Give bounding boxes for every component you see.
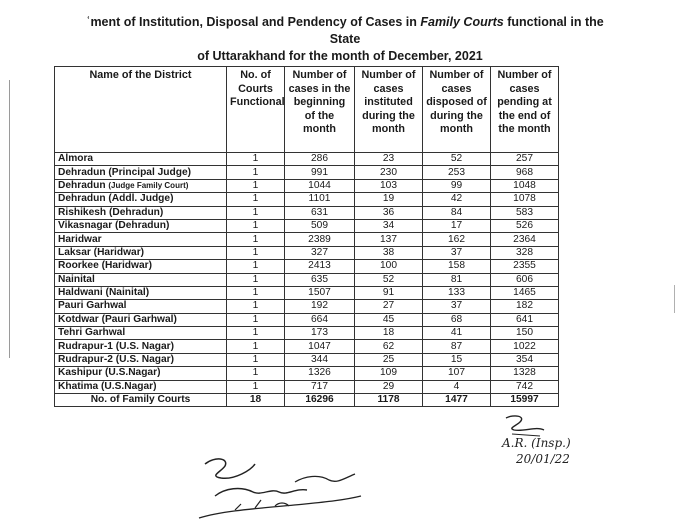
cell-pending: 1328 [491, 367, 559, 380]
district-name [55, 179, 227, 192]
cell-courts: 1 [227, 246, 285, 259]
table-row [55, 367, 559, 380]
cell-courts: 1 [227, 273, 285, 286]
table-row [55, 380, 559, 393]
district-name [55, 340, 227, 353]
cell-pending: 606 [491, 273, 559, 286]
district-name-text: Haridwar [58, 233, 102, 245]
cell-disposed: 253 [423, 166, 491, 179]
cell-courts: 1 [227, 286, 285, 299]
total-label: No. of Family Courts [55, 394, 227, 407]
table-row [55, 246, 559, 259]
table-row [55, 286, 559, 299]
cell-pending: 354 [491, 353, 559, 366]
cell-beginning: 1101 [285, 193, 355, 206]
cell-beginning: 2389 [285, 233, 355, 246]
cell-beginning: 991 [285, 166, 355, 179]
cell-pending: 583 [491, 206, 559, 219]
district-name-text: Tehri Garhwal [58, 327, 126, 339]
cell-beginning: 2413 [285, 260, 355, 273]
district-name [55, 313, 227, 326]
district-name-text: Rudrapur-2 (U.S. Nagar) [58, 354, 175, 366]
cell-courts: 1 [227, 166, 285, 179]
cell-pending: 1078 [491, 193, 559, 206]
district-name-text: Khatima (U.S.Nagar) [58, 380, 157, 392]
cell-courts: 1 [227, 300, 285, 313]
district-name [55, 286, 227, 299]
cell-instituted: 19 [355, 193, 423, 206]
district-name [55, 367, 227, 380]
cell-beginning: 1047 [285, 340, 355, 353]
cell-pending: 182 [491, 300, 559, 313]
cell-disposed: 162 [423, 233, 491, 246]
cell-courts: 1 [227, 219, 285, 232]
cell-pending: 968 [491, 166, 559, 179]
district-name-text: Almora [58, 153, 94, 165]
table-row [55, 260, 559, 273]
cell-pending: 1465 [491, 286, 559, 299]
table-row [55, 153, 559, 166]
district-name-text: Kashipur (U.S.Nagar) [58, 367, 161, 379]
total-instituted: 1178 [355, 394, 423, 407]
district-name-text: Kotdwar (Pauri Garhwal) [58, 313, 177, 325]
title-line-2: of Uttarakhand for the month of December, 2021 [197, 49, 483, 63]
cell-beginning: 1507 [285, 286, 355, 299]
cell-disposed: 41 [423, 327, 491, 340]
cell-pending: 641 [491, 313, 559, 326]
title-italic: Family Courts [420, 15, 504, 29]
cell-pending: 742 [491, 380, 559, 393]
district-name-text: Laksar (Haridwar) [58, 246, 145, 258]
district-name [55, 233, 227, 246]
district-name-text: Dehradun [58, 179, 106, 191]
cell-disposed: 37 [423, 246, 491, 259]
cell-instituted: 23 [355, 153, 423, 166]
cell-disposed: 68 [423, 313, 491, 326]
cell-instituted: 18 [355, 327, 423, 340]
signature-date: 20/01/22 [516, 452, 570, 466]
table-row [55, 179, 559, 192]
cell-disposed: 15 [423, 353, 491, 366]
cell-disposed: 87 [423, 340, 491, 353]
cell-disposed: 37 [423, 300, 491, 313]
cell-courts: 1 [227, 206, 285, 219]
cell-instituted: 91 [355, 286, 423, 299]
cell-disposed: 99 [423, 179, 491, 192]
cell-courts: 1 [227, 233, 285, 246]
cell-courts: 1 [227, 153, 285, 166]
cell-disposed: 107 [423, 367, 491, 380]
cell-courts: 1 [227, 380, 285, 393]
cell-pending: 150 [491, 327, 559, 340]
district-name-text: Rudrapur-1 (U.S. Nagar) [58, 340, 175, 352]
pendency-table [54, 66, 559, 407]
district-name [55, 153, 227, 166]
total-disposed: 1477 [423, 394, 491, 407]
header-instituted: Number of cases instituted during the month [355, 67, 423, 153]
cell-beginning: 192 [285, 300, 355, 313]
cell-beginning: 1044 [285, 179, 355, 192]
table-row [55, 340, 559, 353]
cell-courts: 1 [227, 353, 285, 366]
district-name-note: (Judge Family Court) [108, 180, 189, 190]
district-name-text: Haldwani (Nainital) [58, 287, 150, 299]
cell-beginning: 286 [285, 153, 355, 166]
cell-disposed: 42 [423, 193, 491, 206]
cell-pending: 526 [491, 219, 559, 232]
cell-instituted: 34 [355, 219, 423, 232]
cell-disposed: 81 [423, 273, 491, 286]
district-name [55, 380, 227, 393]
cell-beginning: 631 [285, 206, 355, 219]
cell-courts: 1 [227, 179, 285, 192]
table-row [55, 166, 559, 179]
district-name-text: Dehradun (Principal Judge) [58, 166, 192, 178]
cell-beginning: 664 [285, 313, 355, 326]
district-name-text: Dehradun (Addl. Judge) [58, 193, 174, 205]
table-row [55, 233, 559, 246]
cell-instituted: 103 [355, 179, 423, 192]
cell-instituted: 36 [355, 206, 423, 219]
cell-instituted: 45 [355, 313, 423, 326]
cell-instituted: 100 [355, 260, 423, 273]
cell-pending: 1022 [491, 340, 559, 353]
cell-beginning: 509 [285, 219, 355, 232]
cell-disposed: 84 [423, 206, 491, 219]
page-edge-line [9, 80, 10, 358]
cell-pending: 2355 [491, 260, 559, 273]
district-name [55, 260, 227, 273]
district-name [55, 300, 227, 313]
cell-beginning: 717 [285, 380, 355, 393]
cell-courts: 1 [227, 367, 285, 380]
cell-pending: 257 [491, 153, 559, 166]
cell-beginning: 327 [285, 246, 355, 259]
table-row [55, 193, 559, 206]
title-line-1 [60, 14, 620, 48]
page-edge-mark [674, 285, 675, 313]
cell-pending: 2364 [491, 233, 559, 246]
district-name [55, 219, 227, 232]
cell-disposed: 52 [423, 153, 491, 166]
district-name-text: Vikasnagar (Dehradun) [58, 220, 170, 232]
cell-courts: 1 [227, 313, 285, 326]
cell-instituted: 137 [355, 233, 423, 246]
signature-title: A.R. (Insp.) [502, 436, 571, 450]
district-name-text: Rishikesh (Dehradun) [58, 206, 164, 218]
cell-instituted: 230 [355, 166, 423, 179]
table-row [55, 313, 559, 326]
header-pending: Number of cases pending at the end of the month [491, 67, 559, 153]
cell-instituted: 109 [355, 367, 423, 380]
header-disposed: Number of cases disposed of during the month [423, 67, 491, 153]
header-district: Name of the District [55, 67, 227, 153]
cell-beginning: 344 [285, 353, 355, 366]
cell-pending: 1048 [491, 179, 559, 192]
cell-beginning: 635 [285, 273, 355, 286]
cell-courts: 1 [227, 327, 285, 340]
district-name [55, 193, 227, 206]
district-name-text: Pauri Garhwal [58, 300, 127, 312]
district-name [55, 206, 227, 219]
district-name-text: Nainital [58, 273, 95, 285]
cell-pending: 328 [491, 246, 559, 259]
header-beginning: Number of cases in the beginning of the month [285, 67, 355, 153]
cell-instituted: 62 [355, 340, 423, 353]
total-row [55, 394, 559, 407]
table-row [55, 273, 559, 286]
title-prefix: ʿment of Institution, Disposal and Pendency of Cases in [86, 15, 421, 29]
cell-instituted: 38 [355, 246, 423, 259]
table-row [55, 206, 559, 219]
cell-instituted: 52 [355, 273, 423, 286]
cell-courts: 1 [227, 260, 285, 273]
cell-beginning: 173 [285, 327, 355, 340]
cell-beginning: 1326 [285, 367, 355, 380]
header-row [55, 67, 559, 153]
cell-courts: 1 [227, 340, 285, 353]
total-pending: 15997 [491, 394, 559, 407]
cell-disposed: 17 [423, 219, 491, 232]
district-name [55, 327, 227, 340]
bottom-signature [195, 452, 365, 523]
cell-instituted: 25 [355, 353, 423, 366]
table-row [55, 219, 559, 232]
total-courts: 18 [227, 394, 285, 407]
district-name [55, 166, 227, 179]
table-row [55, 300, 559, 313]
total-beginning: 16296 [285, 394, 355, 407]
cell-courts: 1 [227, 193, 285, 206]
cell-instituted: 29 [355, 380, 423, 393]
title-suffix: functional in the State [329, 15, 604, 46]
header-courts: No. of Courts Functional [227, 67, 285, 153]
district-name-text: Roorkee (Haridwar) [58, 260, 152, 272]
page-title [60, 14, 620, 65]
table-row [55, 327, 559, 340]
handwritten-signature-icon [195, 452, 365, 523]
table-body [55, 153, 559, 407]
table-row [55, 353, 559, 366]
cell-disposed: 133 [423, 286, 491, 299]
district-name [55, 246, 227, 259]
cell-instituted: 27 [355, 300, 423, 313]
cell-disposed: 158 [423, 260, 491, 273]
cell-disposed: 4 [423, 380, 491, 393]
district-name [55, 353, 227, 366]
district-name [55, 273, 227, 286]
